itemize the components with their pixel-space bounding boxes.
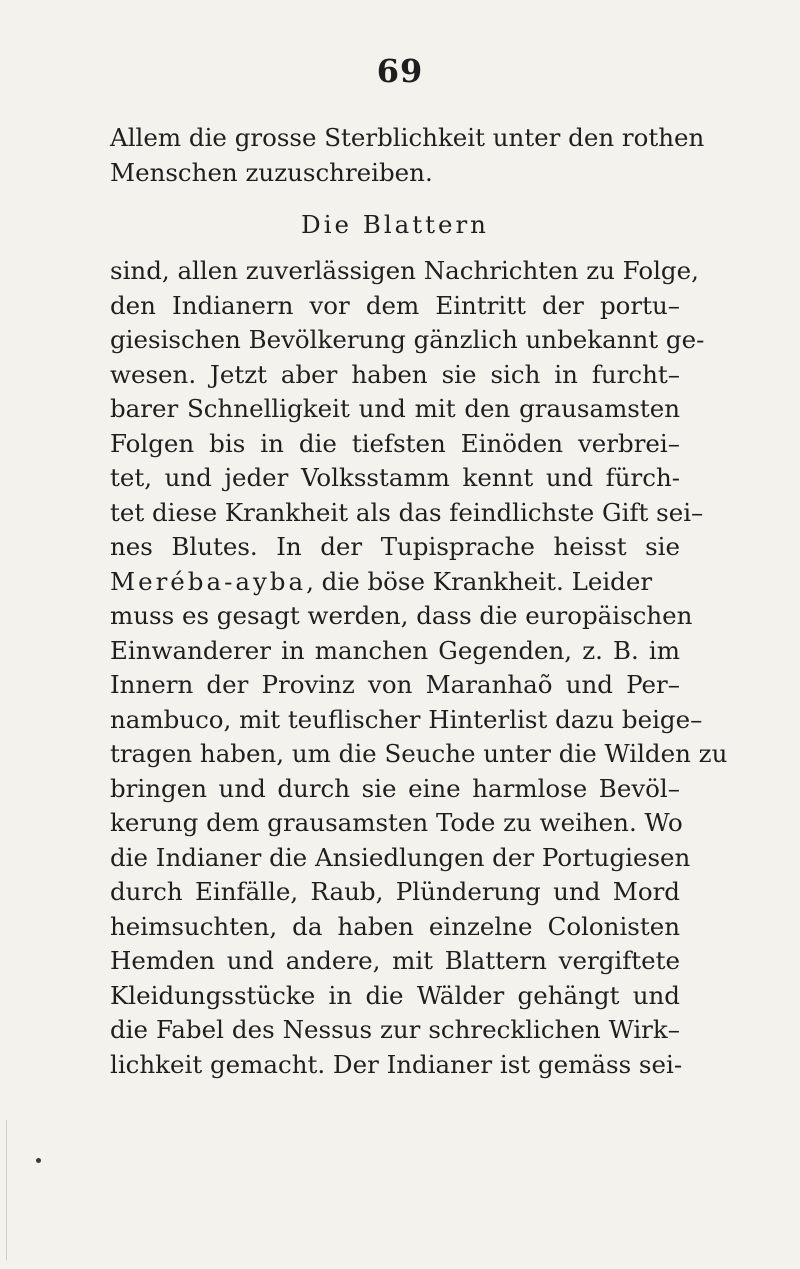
text-line: die Indianer die Ansiedlungen der Portugiesen xyxy=(110,842,691,872)
text-fragment: , die böse Krankheit. Leider xyxy=(306,566,653,596)
text-line: Folgen bis in die tiefsten Einöden verbrei– xyxy=(110,428,680,458)
text-line: Kleidungsstücke in die Wälder gehängt und xyxy=(110,980,680,1010)
text-line: Menschen zuzuschreiben. xyxy=(110,157,433,187)
text-line: nes Blutes. In der Tupisprache heisst sie xyxy=(110,532,680,561)
text-line: wesen. Jetzt aber haben sie sich in furcht– xyxy=(110,359,680,389)
text-line: sind, allen zuverlässigen Nachrichten zu Folge, xyxy=(110,256,699,285)
text-line: Hemden und andere, mit Blattern vergiftete xyxy=(110,946,680,975)
text-line: kerung dem grausamsten Tode zu weihen. Wo xyxy=(110,808,683,837)
section-heading: Die Blattern xyxy=(301,210,489,239)
text-line: giesischen Bevölkerung gänzlich unbekannt ge- xyxy=(110,325,705,354)
text-line xyxy=(110,565,680,600)
text-line: muss es gesagt werden, dass die europäischen xyxy=(110,601,693,630)
text-line: den Indianern vor dem Eintritt der portu– xyxy=(110,290,680,320)
text-line: tet, und jeder Volksstamm kennt und fürch- xyxy=(110,463,680,492)
paper-edge-mark xyxy=(6,1120,7,1260)
text-line: durch Einfälle, Raub, Plünderung und Mord xyxy=(110,877,680,906)
text-line: tragen haben, um die Seuche unter die Wilden zu xyxy=(110,739,728,768)
text-line: nambuco, mit teuflischer Hinterlist dazu beige– xyxy=(110,704,703,734)
ink-speck xyxy=(36,1158,41,1163)
body-text xyxy=(110,121,728,1082)
text-line: Einwanderer in manchen Gegenden, z. B. im xyxy=(110,635,680,665)
text-line: Innern der Provinz von Maranhaõ und Per– xyxy=(110,670,680,699)
text-line: tet diese Krankheit als das feindlichste Gift sei– xyxy=(110,497,704,527)
native-term: Meréba-ayba xyxy=(110,566,307,596)
text-line: barer Schnelligkeit und mit den grausamsten xyxy=(110,394,680,423)
page-number: 69 xyxy=(376,52,424,90)
text-line: lichkeit gemacht. Der Indianer ist gemäss sei- xyxy=(110,1049,683,1079)
text-line: Allem die grosse Sterblichkeit unter den rothen xyxy=(110,123,705,152)
text-line: heimsuchten, da haben einzelne Colonisten xyxy=(110,911,680,941)
text-line: die Fabel des Nessus zur schrecklichen Wirk– xyxy=(110,1015,680,1044)
text-line: bringen und durch sie eine harmlose Bevöl– xyxy=(110,773,680,803)
